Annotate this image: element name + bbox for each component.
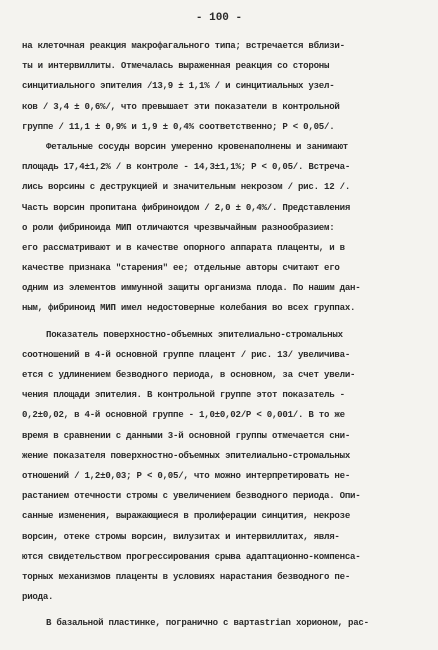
text-line: синцитиального эпителия /13,9 ± 1,1% / и синцитиальных узел- xyxy=(22,80,335,92)
paragraph-start-line: Фетальные сосуды ворсин умеренно кровенаполнены и занимают xyxy=(46,140,349,152)
text-line: растанием отечности стромы с увеличением безводного периода. Опи- xyxy=(22,490,361,502)
text-line: соотношений в 4-й основной группе плацент / рис. 13/ увеличива- xyxy=(22,348,351,360)
text-line: лись ворсины с деструкцией и значительным некрозом / рис. 12 /. xyxy=(22,181,351,193)
text-line: 0,2±0,02, в 4-й основной группе - 1,0±0,02/Р < 0,001/. В то же xyxy=(22,409,345,421)
text-line: о роли фибриноида МИП отличаются чрезвычайным разнообразием: xyxy=(22,221,335,233)
document-body xyxy=(22,36,422,633)
text-line: Часть ворсин пропитана фибриноидом / 2,0 ± 0,4%/. Представления xyxy=(22,201,351,213)
page-number: - 100 - xyxy=(195,12,243,24)
text-line: его рассматривают и в качестве опорного аппарата плаценты, и в xyxy=(22,241,345,253)
text-line: ворсин, отеке стромы ворсин, вилузитах и интервиллитах, явля- xyxy=(22,530,340,542)
text-line: площадь 17,4±1,2% / в контроле - 14,3±1,1%; Р < 0,05/. Встреча- xyxy=(22,161,351,173)
text-line: ются свидетельством прогрессирования срыва адаптационно-компенса- xyxy=(22,550,361,562)
text-line: отношений / 1,2±0,03; Р < 0,05/, что можно интерпретировать не- xyxy=(22,469,351,481)
text-line: ты и интервиллиты. Отмечалась выраженная реакция со стороны xyxy=(22,60,330,72)
text-line: риода. xyxy=(22,591,54,603)
text-line: группе / 11,1 ± 0,9% и 1,9 ± 0,4% соответственно; Р < 0,05/. xyxy=(22,120,335,132)
paragraph-start-line: Показатель поверхностно-объемных эпителиально-стромальных xyxy=(46,328,343,340)
text-line: на клеточная реакция макрофагального типа; встречается вблизи- xyxy=(22,40,345,51)
text-line: торных механизмов плаценты в условиях нарастания безводного пе- xyxy=(22,570,351,582)
paragraph-start-line: В базальной пластинке, погранично с вартаstrian хорионом, рас- xyxy=(46,617,369,629)
text-line: ков / 3,4 ± 0,6%/, что превышает эти показатели в контрольной xyxy=(22,100,340,112)
text-line: время в сравнении с данными 3-й основной группы отмечается сни- xyxy=(22,429,351,441)
text-line: качестве признака "старения" ее; отдельные авторы считают его xyxy=(22,262,340,274)
text-line: чения площади эпителия. В контрольной группе этот показатель - xyxy=(22,389,345,401)
text-line: санные изменения, выражающиеся в пролиферации синцития, некрозе xyxy=(22,510,351,522)
text-line: одним из элементов иммунной защиты организма плода. По нашим дан- xyxy=(22,282,361,294)
text-line: ным, фибриноид МИП имел недостоверные колебания во всех группах. xyxy=(22,302,356,314)
text-line: ется с удлинением безводного периода, в основном, за счет увели- xyxy=(22,369,356,380)
text-line: жение показателя поверхностно-объемных эпителиально-стромальных xyxy=(22,449,351,461)
